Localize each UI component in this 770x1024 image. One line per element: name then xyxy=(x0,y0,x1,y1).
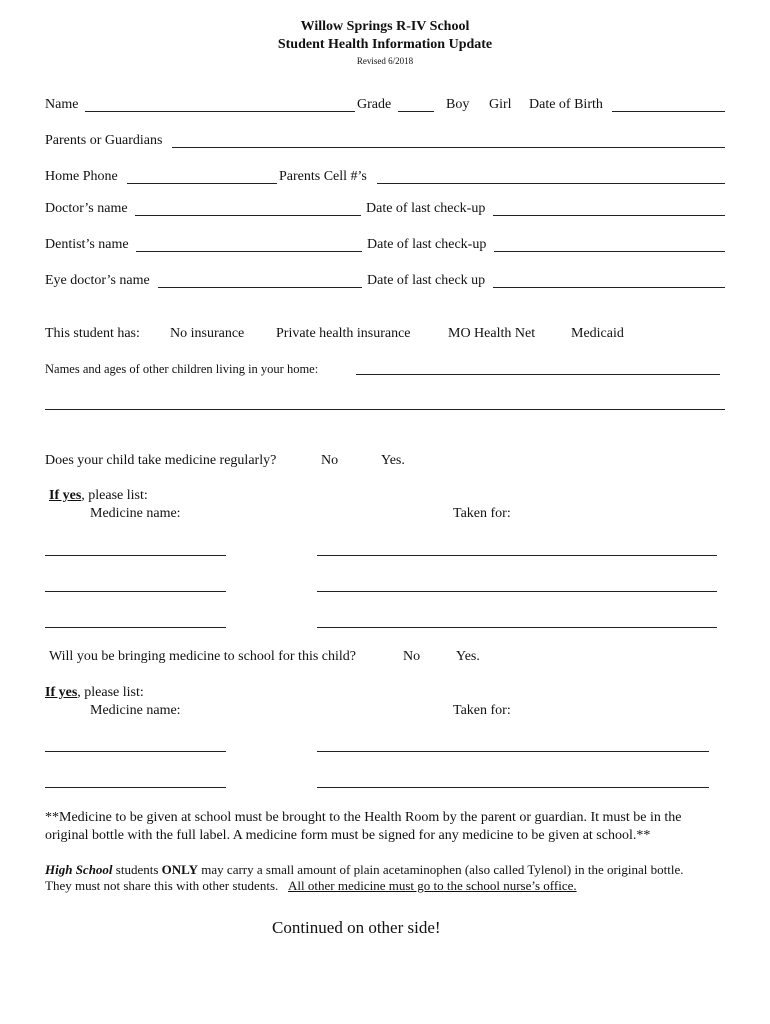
name-field[interactable] xyxy=(85,111,355,112)
school-taken-for-field-1[interactable] xyxy=(317,751,709,752)
doctor-checkup-field[interactable] xyxy=(493,215,725,216)
home-phone-label: Home Phone xyxy=(45,169,118,184)
only-text: ONLY xyxy=(161,862,199,877)
continued-note: Continued on other side! xyxy=(272,918,441,937)
dentist-field[interactable] xyxy=(136,251,362,252)
insurance-option-none[interactable]: No insurance xyxy=(170,326,245,341)
taken-for-field-3[interactable] xyxy=(317,627,717,628)
medicine-regular-question: Does your child take medicine regularly? xyxy=(45,453,277,468)
doctor-checkup-label: Date of last check-up xyxy=(366,201,486,216)
dob-label: Date of Birth xyxy=(529,97,603,112)
insurance-option-mo-health-net[interactable]: MO Health Net xyxy=(448,326,536,341)
medicine-school-question: Will you be bringing medicine to school for this child? xyxy=(49,649,356,664)
boy-option[interactable]: Boy xyxy=(446,97,470,112)
taken-for-header: Taken for: xyxy=(453,703,511,718)
if-yes-text: If yes xyxy=(45,685,78,700)
school-medicine-name-field-2[interactable] xyxy=(45,787,226,788)
please-list-text: , please list: xyxy=(81,488,148,503)
name-label: Name xyxy=(45,97,79,112)
high-school-note-line-2 xyxy=(45,878,577,894)
no-share-text: They must not share this with other students. xyxy=(45,878,279,893)
dentist-checkup-field[interactable] xyxy=(494,251,725,252)
students-text: students xyxy=(112,862,162,877)
medicine-name-field-3[interactable] xyxy=(45,627,226,628)
parents-cell-label: Parents Cell #’s xyxy=(279,169,367,184)
medicine-regular-no[interactable]: No xyxy=(321,453,339,468)
home-phone-field[interactable] xyxy=(127,183,277,184)
other-children-field-2[interactable] xyxy=(45,409,725,410)
parents-cell-field[interactable] xyxy=(377,183,725,184)
insurance-label: This student has: xyxy=(45,326,140,341)
eye-checkup-label: Date of last check up xyxy=(367,273,486,288)
please-list-text: , please list: xyxy=(77,685,144,700)
grade-label: Grade xyxy=(357,97,392,112)
medicine-name-field-2[interactable] xyxy=(45,591,226,592)
dob-field[interactable] xyxy=(612,111,725,112)
medicine-school-yes[interactable]: Yes. xyxy=(456,649,480,664)
medicine-name-field-1[interactable] xyxy=(45,555,226,556)
dentist-checkup-label: Date of last check-up xyxy=(367,237,487,252)
high-school-text: High School xyxy=(45,862,113,877)
medicine-school-no[interactable]: No xyxy=(403,649,421,664)
dentist-label: Dentist’s name xyxy=(45,237,129,252)
insurance-option-private[interactable]: Private health insurance xyxy=(276,326,411,341)
taken-for-field-2[interactable] xyxy=(317,591,717,592)
if-yes-text: If yes xyxy=(49,488,82,503)
form-title: Student Health Information Update xyxy=(277,37,493,52)
other-children-label: Names and ages of other children living in your home: xyxy=(45,362,319,376)
medicine-name-header: Medicine name: xyxy=(90,703,181,718)
high-school-note-line-1 xyxy=(45,862,684,878)
doctor-field[interactable] xyxy=(135,215,361,216)
hs-rest-text: may carry a small amount of plain acetaminophen (also called Tylenol) in the original bottle. xyxy=(198,862,684,877)
insurance-option-medicaid[interactable]: Medicaid xyxy=(571,326,624,341)
parents-label: Parents or Guardians xyxy=(45,133,163,148)
doctor-label: Doctor’s name xyxy=(45,201,128,216)
eye-doctor-field[interactable] xyxy=(158,287,362,288)
school-name: Willow Springs R-IV School xyxy=(300,19,470,34)
taken-for-field-1[interactable] xyxy=(317,555,717,556)
taken-for-header: Taken for: xyxy=(453,506,511,521)
medicine-regular-yes[interactable]: Yes. xyxy=(381,453,405,468)
girl-option[interactable]: Girl xyxy=(489,97,512,112)
parents-field[interactable] xyxy=(172,147,725,148)
school-medicine-name-field-1[interactable] xyxy=(45,751,226,752)
school-taken-for-field-2[interactable] xyxy=(317,787,709,788)
medicine-note-line-1: **Medicine to be given at school must be brought to the Health Room by the parent or guardian. It must be in the xyxy=(45,810,682,825)
medicine-school-if-yes xyxy=(45,685,144,701)
medicine-regular-if-yes xyxy=(49,488,148,504)
eye-checkup-field[interactable] xyxy=(493,287,725,288)
revised-date: Revised 6/2018 xyxy=(356,56,414,66)
eye-doctor-label: Eye doctor’s name xyxy=(45,273,150,288)
nurse-office-text: All other medicine must go to the school nurse’s office. xyxy=(288,878,577,893)
other-children-field[interactable] xyxy=(356,374,720,375)
medicine-name-header: Medicine name: xyxy=(90,506,181,521)
grade-field[interactable] xyxy=(398,111,434,112)
medicine-note-line-2: original bottle with the full label. A medicine form must be signed for any medicine to be given at school.** xyxy=(45,828,651,843)
